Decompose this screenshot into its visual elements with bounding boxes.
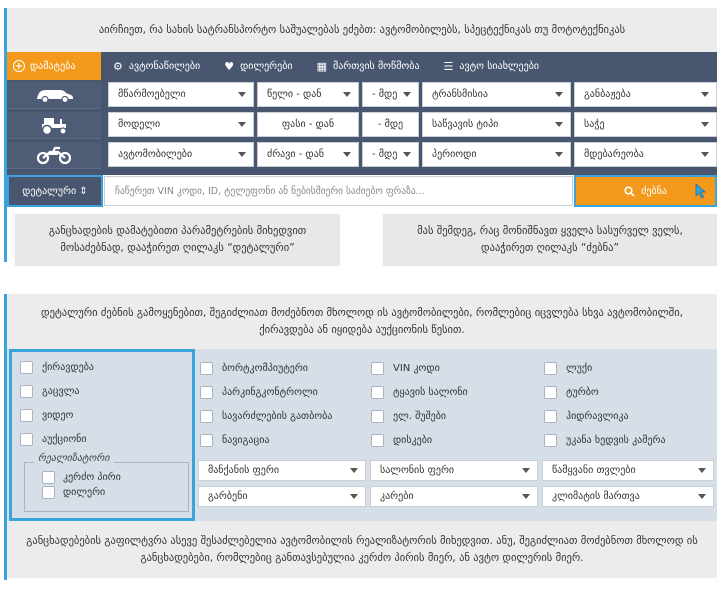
- input-placeholder: - მდე: [377, 119, 404, 130]
- checkbox-label: დისკები: [393, 435, 433, 446]
- select-value: სალონის ფერი: [380, 465, 455, 476]
- select-value: განბაჟება: [584, 89, 631, 100]
- checkbox-label: დილერი: [63, 487, 106, 498]
- mileage-select[interactable]: [198, 486, 366, 507]
- select-value: წამყვანი თვლები: [552, 465, 636, 476]
- select-value: მოდელი: [118, 119, 161, 130]
- bottom-caption: დეტალური ძებნის გამოყენებით, შეგიძლიათ მოძებნოთ მხოლოდ ის ავტომობილები, რომლებიც იცვლება სხვა ავტომობილში, ქირავდება ან იყიდება აუქციონის წესით.: [7, 294, 717, 349]
- checkbox-label: ელ. შუშები: [393, 411, 447, 422]
- checkbox-label: ტყავის სალონი: [393, 387, 468, 398]
- checkbox-box[interactable]: [371, 410, 384, 423]
- nav-item-label: მართვის მოწმობა: [332, 60, 420, 72]
- plus-icon: +: [14, 60, 24, 72]
- checkbox-turbo[interactable]: [544, 386, 599, 399]
- bottom-footer: განცხადებების გაფილტვრა ასევე შესაძლებელია ავტომობილის რეალიზატორის მიხედვით. ანუ, შეგიძლიათ მოძებნოთ მხოლოდ ის განცხადებები, რომლებიც განთავსებულია კერძო პირის მიერ, ან ავტო დილერის მიერ.: [7, 521, 717, 578]
- nav-bar: [7, 52, 717, 80]
- checkbox-label: აუქციონი: [42, 434, 87, 445]
- chevron-down-icon: [522, 494, 530, 499]
- checkbox-rims[interactable]: [371, 434, 432, 447]
- search-icon: [624, 186, 635, 197]
- detailed-options: [7, 349, 717, 521]
- chevron-down-icon: [698, 468, 706, 473]
- checkbox-dealer[interactable]: [42, 486, 105, 499]
- customs-select[interactable]: [574, 82, 717, 107]
- chevron-down-icon: [403, 152, 411, 157]
- basic-search-panel: [4, 8, 717, 262]
- select-value: კლიმატის მართვა: [552, 491, 640, 502]
- nav-item-parts[interactable]: [101, 52, 212, 80]
- add-label: დამატება: [30, 60, 76, 72]
- chevron-down-icon: [238, 122, 246, 127]
- price-to-input[interactable]: [362, 112, 419, 137]
- chevron-down-icon: [555, 92, 563, 97]
- checkbox-rent[interactable]: [20, 361, 94, 374]
- chevron-down-icon: [403, 92, 411, 97]
- checkbox-power-windows[interactable]: [371, 410, 446, 423]
- checkbox-label: ტურბო: [566, 387, 599, 398]
- select-value: ავტომობილები: [118, 149, 193, 160]
- select-value: მწარმოებელი: [118, 89, 186, 100]
- vehicle-type-moto[interactable]: [7, 142, 101, 169]
- car-color-select[interactable]: [198, 460, 366, 481]
- drive-wheels-select[interactable]: [542, 460, 714, 481]
- location-select[interactable]: [574, 142, 717, 167]
- select-value: გარბენი: [208, 491, 248, 502]
- chevron-down-icon: [701, 152, 709, 157]
- checkbox-label: გაცვლა: [42, 386, 80, 397]
- nav-item-label: დილერები: [240, 60, 293, 72]
- category-select[interactable]: [108, 142, 254, 167]
- checkbox-label: VIN კოდი: [393, 363, 440, 374]
- tractor-icon: [38, 115, 70, 135]
- checkbox-hydraulics[interactable]: [544, 410, 629, 423]
- select-value: ძრავი - დან: [267, 149, 325, 160]
- select-value: მანქანის ფერი: [208, 465, 280, 476]
- checkbox-box[interactable]: [42, 471, 55, 484]
- checkbox-auction[interactable]: [20, 433, 87, 446]
- checkbox-label: ლუქი: [566, 363, 593, 374]
- checkbox-label: პარკინგკონტროლი: [222, 387, 318, 398]
- chevron-down-icon: [555, 152, 563, 157]
- checkbox-navigation[interactable]: [200, 434, 269, 447]
- add-button[interactable]: [7, 52, 101, 80]
- period-select[interactable]: [422, 142, 571, 167]
- checkbox-box[interactable]: [20, 409, 33, 422]
- chevron-down-icon: [698, 494, 706, 499]
- checkbox-box[interactable]: [200, 362, 213, 375]
- checkbox-box[interactable]: [20, 361, 33, 374]
- nav-item-label: ავტონაწილები: [128, 60, 201, 72]
- fuel-type-select[interactable]: [422, 112, 571, 137]
- checkbox-box[interactable]: [371, 434, 384, 447]
- checkbox-label: უკანა ხედვის კამერა: [566, 435, 666, 446]
- chevron-down-icon: [701, 92, 709, 97]
- checkbox-video[interactable]: [20, 409, 73, 422]
- chevron-down-icon: [701, 122, 709, 127]
- news-icon: ☰: [443, 59, 454, 73]
- gear-icon: ⚙: [113, 59, 123, 73]
- checkbox-box[interactable]: [20, 433, 33, 446]
- select-value: წელი - დან: [267, 89, 322, 100]
- select-value: ტრანსმისია: [432, 89, 488, 100]
- select-value: - მდე: [372, 89, 398, 100]
- year-to-select[interactable]: [362, 82, 419, 107]
- checkbox-parking-control[interactable]: [200, 386, 318, 399]
- vehicle-type-tractor[interactable]: [7, 112, 101, 139]
- doors-select[interactable]: [370, 486, 538, 507]
- top-caption: აირჩიეთ, რა სახის სატრანსპორტო საშუალებას ეძებთ: ავტომობილებს, სპეცტექნიკას თუ მოტოტექნიკას: [7, 8, 717, 52]
- chevron-down-icon: [522, 468, 530, 473]
- checkbox-heated-seats[interactable]: [200, 410, 332, 423]
- checkbox-exchange[interactable]: [20, 385, 79, 398]
- checkbox-sunroof[interactable]: [544, 362, 592, 375]
- checkbox-private[interactable]: [42, 471, 121, 484]
- cursor-icon: [695, 183, 707, 199]
- checkbox-label: კერძო პირი: [63, 472, 121, 483]
- checkbox-box[interactable]: [200, 386, 213, 399]
- checkbox-label: ბორტკომპიუტერი: [222, 363, 308, 374]
- checkbox-box[interactable]: [200, 434, 213, 447]
- climate-control-select[interactable]: [542, 486, 714, 507]
- hint-detailed: განცხადების დამატებითი პარამეტრების მიხედვით მოსაძებნად, დააჭირეთ ღილაკს “დეტალური”: [15, 214, 340, 266]
- detailed-search-panel: [4, 294, 717, 580]
- license-icon: ▦: [316, 59, 327, 73]
- checkbox-trip-computer[interactable]: [200, 362, 308, 375]
- search-label: ძებნა: [641, 185, 667, 197]
- checkbox-box[interactable]: [544, 362, 557, 375]
- search-placeholder: ჩაწერეთ VIN კოდი, ID, ტელეფონი ან ნებისმიერი საძიებო ფრაზა...: [115, 185, 425, 197]
- search-row: [7, 175, 717, 207]
- search-button[interactable]: [574, 175, 717, 207]
- checkbox-box[interactable]: [371, 362, 384, 375]
- checkbox-label: ნავიგაცია: [222, 435, 270, 446]
- handshake-icon: ♥: [224, 59, 235, 73]
- checkbox-label: ჰიდრავლიკა: [566, 411, 629, 422]
- vehicle-type-car[interactable]: [7, 82, 101, 109]
- checkbox-box[interactable]: [200, 410, 213, 423]
- engine-from-select[interactable]: [257, 142, 359, 167]
- chevron-down-icon: [555, 122, 563, 127]
- seller-legend: რეალიზატორი: [34, 453, 114, 464]
- price-from-input[interactable]: [257, 112, 359, 137]
- checkbox-label: ვიდეო: [42, 410, 74, 421]
- motorcycle-icon: [36, 145, 72, 165]
- listing-type-group: [9, 349, 195, 521]
- transmission-select[interactable]: [422, 82, 571, 107]
- checkbox-vin-code[interactable]: [371, 362, 440, 375]
- detailed-label: დეტალური ⇕: [22, 185, 88, 197]
- checkbox-box[interactable]: [371, 386, 384, 399]
- chevron-down-icon: [343, 92, 351, 97]
- checkbox-box[interactable]: [544, 410, 557, 423]
- search-input[interactable]: [104, 176, 573, 206]
- nav-item-label: ავტო სიახლეები: [459, 60, 540, 72]
- nav-item-news[interactable]: [432, 52, 552, 80]
- select-value: კარები: [380, 491, 414, 502]
- steering-select[interactable]: [574, 112, 717, 137]
- checkbox-leather-interior[interactable]: [371, 386, 468, 399]
- chevron-down-icon: [343, 152, 351, 157]
- checkbox-box[interactable]: [544, 434, 557, 447]
- interior-color-select[interactable]: [370, 460, 538, 481]
- hint-search: მას შემდეგ, რაც მონიშნავთ ყველა სასურველ ველს, დააჭირეთ ღილაკს “ძებნა”: [383, 214, 717, 266]
- checkbox-rear-camera[interactable]: [544, 434, 666, 447]
- chevron-down-icon: [350, 468, 358, 473]
- engine-to-select[interactable]: [362, 142, 419, 167]
- checkbox-label: სავარძლების გათბობა: [222, 411, 333, 422]
- select-value: საჭე: [584, 119, 605, 130]
- checkbox-box[interactable]: [20, 385, 33, 398]
- chevron-down-icon: [350, 494, 358, 499]
- select-value: პერიოდი: [432, 149, 477, 160]
- checkbox-box[interactable]: [544, 386, 557, 399]
- select-value: საწვავის ტიპი: [432, 119, 499, 130]
- select-value: მდებარეობა: [584, 149, 644, 160]
- select-value: - მდე: [372, 149, 398, 160]
- year-from-select[interactable]: [257, 82, 359, 107]
- filter-grid: [7, 80, 717, 175]
- checkbox-box[interactable]: [42, 486, 55, 499]
- model-select[interactable]: [108, 112, 254, 137]
- car-icon: [34, 87, 74, 103]
- chevron-down-icon: [238, 152, 246, 157]
- checkbox-label: ქირავდება: [42, 362, 94, 373]
- nav-item-dealers[interactable]: [212, 52, 304, 80]
- nav-item-license[interactable]: [305, 52, 432, 80]
- chevron-down-icon: [238, 92, 246, 97]
- input-placeholder: ფასი - დან: [281, 119, 335, 130]
- manufacturer-select[interactable]: [108, 82, 254, 107]
- detailed-search-button[interactable]: [7, 175, 103, 207]
